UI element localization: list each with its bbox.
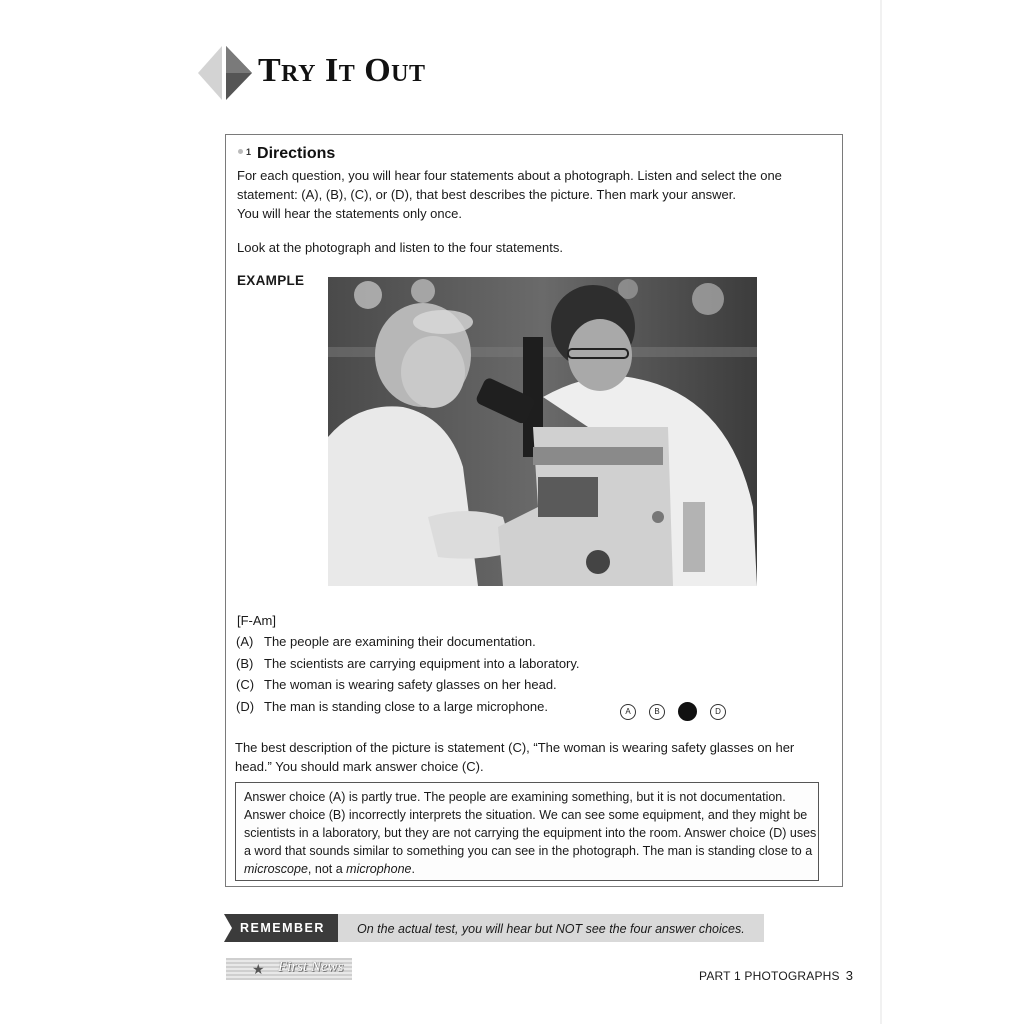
choice-letter: (A) — [236, 634, 254, 649]
choice-text: The people are examining their documentation. — [264, 634, 536, 649]
directions-text — [237, 166, 827, 223]
directions-line: statement: (A), (B), (C), or (D), that best describes the picture. Then mark your answer. — [237, 187, 736, 202]
directions-line: For each question, you will hear four statements about a photograph. Listen and select the one — [237, 168, 782, 183]
star-icon: ★ — [252, 961, 265, 977]
audio-track-number: 1 — [238, 147, 251, 157]
choice-letter: (C) — [236, 677, 255, 692]
example-label: EXAMPLE — [237, 273, 305, 288]
publisher-logo — [226, 958, 352, 980]
choice-text: The scientists are carrying equipment into a laboratory. — [264, 655, 580, 671]
remember-label: REMEMBER — [224, 914, 338, 942]
explanation-emphasis: microphone — [346, 862, 412, 876]
page-edge — [880, 0, 882, 1024]
page-number: 3 — [845, 968, 854, 983]
remember-text: On the actual test, you will hear but NOT see the four answer choices. — [357, 922, 745, 936]
directions-line: You will hear the statements only once. — [237, 206, 462, 221]
remember-bar — [224, 914, 764, 942]
explanation-text: . — [411, 862, 415, 876]
directions-title: Directions — [257, 145, 336, 162]
explanation-text: Answer choice (A) is partly true. The people are examining something, but it is not documentation. Answer choice (B) incorrectly interprets the situation. We can see some equipment, and they might be scientists in a laboratory, but they are not carrying the equipment into the room. Answer choice (D) uses a word that sounds similar to something you can see in the photograph. The man is standing close to a — [244, 790, 817, 858]
section-name: PART 1 PHOTOGRAPHS — [699, 969, 840, 983]
directions-heading — [238, 145, 335, 163]
answer-bubble-d[interactable]: D — [710, 704, 726, 720]
explanation-emphasis: microscope — [244, 862, 308, 876]
explanation-text: , not a — [307, 862, 347, 876]
page-footer — [699, 968, 853, 983]
explanation-box — [235, 782, 819, 881]
answer-bubbles — [620, 702, 739, 720]
arrow-icon — [198, 46, 258, 100]
directions-box — [225, 134, 843, 887]
answer-bubble-b[interactable]: B — [649, 704, 665, 720]
choice-letter: (B) — [236, 655, 254, 671]
list-item — [236, 656, 796, 678]
best-description — [235, 738, 835, 776]
answer-bubble-a[interactable]: A — [620, 704, 636, 720]
example-photograph — [328, 277, 757, 586]
best-description-line: head.” You should mark answer choice (C). — [235, 759, 484, 774]
choice-text: The man is standing close to a large microphone. — [264, 698, 548, 714]
list-item — [236, 677, 796, 699]
choice-letter: (D) — [236, 698, 255, 714]
choice-text: The woman is wearing safety glasses on her head. — [264, 677, 557, 692]
page-title: Try It Out — [258, 52, 426, 89]
answer-bubble-c-selected[interactable] — [678, 702, 697, 721]
look-instruction: Look at the photograph and listen to the four statements. — [237, 240, 563, 255]
logo-text: First News — [278, 959, 344, 975]
best-description-line: The best description of the picture is statement (C), “The woman is wearing safety glasses on her — [235, 740, 795, 755]
list-item — [236, 634, 796, 656]
speaker-accent: [F-Am] — [237, 613, 276, 628]
